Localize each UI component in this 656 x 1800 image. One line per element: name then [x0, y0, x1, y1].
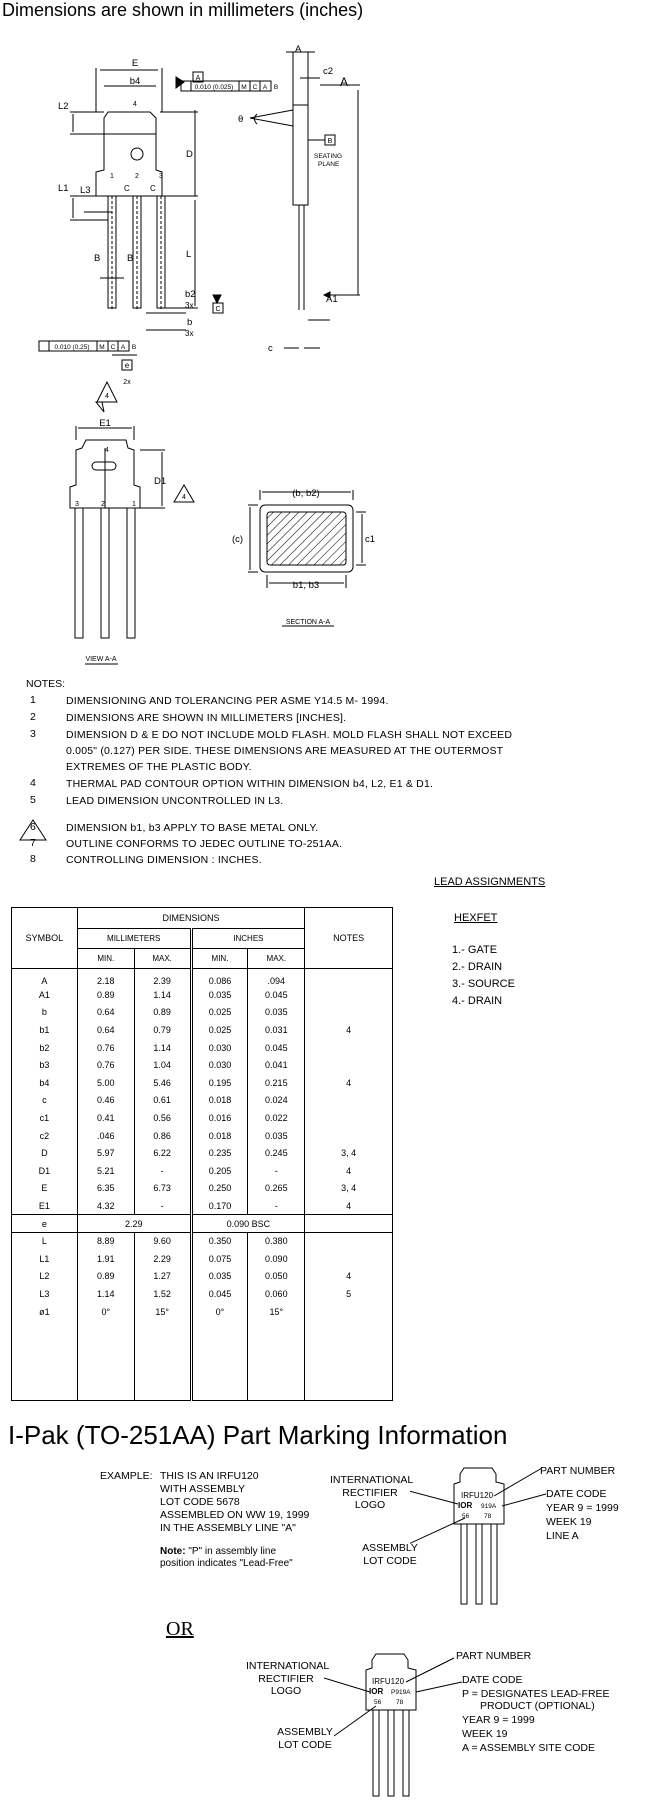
note-number: 6: [30, 821, 37, 833]
front-view: [39, 68, 271, 370]
page-header: Dimensions are shown in millimeters (inches): [2, 0, 364, 20]
table-filler-cell: [77, 1320, 134, 1400]
table-cell: 4: [305, 1197, 393, 1215]
ir2-line-2: RECTIFIER: [258, 1672, 314, 1685]
note-number: 7: [30, 837, 37, 849]
table-cell: 1.14: [134, 1039, 191, 1057]
table-cell: A1: [12, 986, 78, 1004]
table-filler-cell: [12, 1320, 78, 1400]
lead-assignments-title: LEAD ASSIGNMENTS: [434, 876, 546, 888]
table-cell: [305, 1004, 393, 1022]
table-filler-cell: [134, 1320, 191, 1400]
table-cell: 1.52: [134, 1285, 191, 1303]
table-cell: D: [12, 1144, 78, 1162]
view-pin-1: 1: [132, 501, 136, 508]
chip-1-part: IRFU120: [461, 1491, 494, 1500]
dim-L-label: L: [186, 249, 192, 260]
chip-1-lot2: 78: [484, 1513, 492, 1520]
table-cell: 6.22: [134, 1144, 191, 1162]
table-filler-cell: [305, 1320, 393, 1400]
table-cell: 0.035: [191, 986, 248, 1004]
table-cell: .046: [77, 1127, 134, 1145]
table-cell: 0.89: [77, 986, 134, 1004]
table-cell: -: [134, 1197, 191, 1215]
table-row: [12, 1215, 393, 1233]
ir-line-3: LOGO: [354, 1499, 386, 1511]
section-B-left: B: [94, 253, 101, 264]
section-C-left: C: [124, 184, 130, 193]
dim-A-label: A: [295, 44, 302, 55]
table-cell: [305, 1056, 393, 1074]
date-line-2-1: P = DESIGNATES LEAD-FREE: [462, 1688, 610, 1700]
section-C-right: C: [150, 184, 156, 193]
table-cell: 0.250: [191, 1180, 248, 1198]
table-cell: 0.045: [248, 986, 305, 1004]
table-cell: 2.18: [77, 969, 134, 987]
table-row: [12, 1039, 393, 1057]
date-code-label-2: DATE CODE: [462, 1674, 523, 1686]
note-rest: "P" in assembly line: [185, 1546, 277, 1557]
table-filler-cell: [191, 1320, 248, 1400]
note-text: EXTREMES OF THE PLASTIC BODY.: [66, 761, 252, 773]
table-cell: 0.035: [248, 1004, 305, 1022]
section-B-right: B: [127, 253, 134, 264]
table-cell: 0.060: [248, 1285, 305, 1303]
tol-top-modifier: M: [241, 84, 247, 91]
note-number: 4: [30, 777, 37, 789]
table-cell: 0.025: [191, 1004, 248, 1022]
table-row: [12, 1250, 393, 1268]
table-cell: 0.350: [191, 1232, 248, 1250]
in-max-header: MAX.: [248, 949, 305, 969]
chip-1-logo: IOR: [458, 1501, 473, 1510]
table-cell: -: [134, 1162, 191, 1180]
table-cell: 1.27: [134, 1268, 191, 1286]
dim-e-label: e: [124, 361, 130, 370]
note-6-triangle: [18, 818, 48, 842]
plane-label: PLANE: [318, 161, 340, 168]
table-row: [12, 1303, 393, 1321]
dimensions-header: DIMENSIONS: [77, 908, 304, 929]
chip-2-date: P919A: [391, 1689, 411, 1696]
lead-item-3: 3.- SOURCE: [452, 978, 515, 990]
table-cell: 0.265: [248, 1180, 305, 1198]
mm-max-header: MAX.: [134, 949, 191, 969]
table-row: [12, 1197, 393, 1215]
dim-D1-label: D1: [154, 476, 167, 487]
table-cell: 5.97: [77, 1144, 134, 1162]
table-cell: [305, 1303, 393, 1321]
table-cell: 0.56: [134, 1109, 191, 1127]
table-cell: 4.32: [77, 1197, 134, 1215]
dim-A1-label: A1: [326, 294, 338, 305]
table-cell: 1.91: [77, 1250, 134, 1268]
table-cell: 0.64: [77, 1021, 134, 1039]
table-cell: 0.89: [77, 1268, 134, 1286]
table-cell: b3: [12, 1056, 78, 1074]
pin-2-label: 2: [135, 173, 139, 180]
dim-b-label: b: [187, 317, 193, 328]
table-cell: 0.76: [77, 1039, 134, 1057]
table-row: [12, 1004, 393, 1022]
or-separator: OR: [166, 1618, 194, 1640]
pin-1-label: 1: [110, 173, 114, 180]
section-arrow-A: A: [340, 75, 349, 89]
notes-title: NOTES:: [26, 678, 66, 690]
table-cell: 2.39: [134, 969, 191, 987]
section-a-a-label: SECTION A-A: [285, 619, 331, 626]
dim-b4-label: b4: [129, 76, 141, 87]
table-cell: 6.73: [134, 1180, 191, 1198]
table-cell: 0.050: [248, 1268, 305, 1286]
table-cell: c: [12, 1092, 78, 1110]
date-line-1-1: YEAR 9 = 1999: [546, 1502, 619, 1514]
tol-top-b: B: [273, 84, 279, 91]
ir2-line-1: INTERNATIONAL: [246, 1660, 330, 1672]
note-bold: Note:: [160, 1546, 186, 1557]
table-cell: [305, 1127, 393, 1145]
table-cell: D1: [12, 1162, 78, 1180]
table-cell: 0.025: [191, 1021, 248, 1039]
date-line-1-2: WEEK 19: [546, 1516, 592, 1528]
example-line-2: WITH ASSEMBLY: [160, 1483, 245, 1495]
table-row: [12, 1268, 393, 1286]
chip-2-lot2: 78: [396, 1699, 404, 1706]
table-cell: b2: [12, 1039, 78, 1057]
table-row: [12, 969, 393, 987]
table-row: [12, 1074, 393, 1092]
table-row: [12, 1232, 393, 1250]
hexfet-title: HEXFET: [454, 912, 498, 924]
dimensions-table: [11, 907, 393, 1401]
table-cell: 5.46: [134, 1074, 191, 1092]
table-cell: c2: [12, 1127, 78, 1145]
table-row: [12, 1162, 393, 1180]
dim-L1-label: L1: [58, 183, 69, 194]
table-cell: [305, 1092, 393, 1110]
date-line-2-3: YEAR 9 = 1999: [462, 1714, 535, 1726]
tol-bottom-c: C: [110, 344, 116, 351]
table-cell: 1.14: [77, 1285, 134, 1303]
ir-logo-label-1: [330, 1474, 414, 1512]
table-cell: L1: [12, 1250, 78, 1268]
note-text: DIMENSION D & E DO NOT INCLUDE MOLD FLASH. MOLD FLASH SHALL NOT EXCEED: [66, 729, 513, 741]
chip-1-date: 919A: [481, 1503, 497, 1510]
lead-item-4: 4.- DRAIN: [452, 995, 503, 1007]
chip-1-drawing: [410, 1462, 550, 1612]
table-cell: e: [12, 1215, 78, 1233]
table-cell: b: [12, 1004, 78, 1022]
dim-e-2x: 2x: [123, 379, 131, 386]
view-pin-2: 2: [101, 501, 105, 508]
table-cell: E1: [12, 1197, 78, 1215]
table-cell: [305, 986, 393, 1004]
d1-note-4: 4: [182, 494, 186, 501]
note-text: LEAD DIMENSION UNCONTROLLED IN L3.: [66, 795, 284, 807]
table-cell: b1: [12, 1021, 78, 1039]
table-cell: 0.205: [191, 1162, 248, 1180]
assembly2-line-2: LOT CODE: [278, 1738, 332, 1751]
table-cell: 0.46: [77, 1092, 134, 1110]
table-cell: 0.76: [77, 1056, 134, 1074]
table-cell: 5: [305, 1285, 393, 1303]
dim-c2-label: c2: [323, 66, 334, 77]
tol-top-value: 0.010 (0.025): [194, 84, 234, 91]
table-cell: 0.018: [191, 1092, 248, 1110]
table-cell: -: [248, 1197, 305, 1215]
table-cell: 8.89: [77, 1232, 134, 1250]
table-row: [12, 1021, 393, 1039]
tol-bottom-modifier: M: [99, 344, 105, 351]
table-row: [12, 1109, 393, 1127]
table-cell: 3, 4: [305, 1144, 393, 1162]
ir-line-1: INTERNATIONAL: [330, 1474, 414, 1486]
notes-header: NOTES: [305, 908, 393, 969]
table-cell: b4: [12, 1074, 78, 1092]
table-cell: [305, 969, 393, 987]
note-number: 8: [30, 853, 37, 865]
table-cell: 15°: [248, 1303, 305, 1321]
view-note-4: 4: [105, 393, 109, 400]
part-number-label-1: PART NUMBER: [540, 1465, 616, 1477]
example-line-1: THIS IS AN IRFU120: [160, 1470, 259, 1482]
table-cell: 15°: [134, 1303, 191, 1321]
table-cell: [305, 1109, 393, 1127]
table-row: [12, 1144, 393, 1162]
dim-c-label: c: [268, 343, 273, 354]
table-cell: 0.195: [191, 1074, 248, 1092]
dim-c-paren-label: (c): [232, 534, 244, 545]
table-cell: 3, 4: [305, 1180, 393, 1198]
table-row: [12, 1180, 393, 1198]
table-cell: 6.35: [77, 1180, 134, 1198]
note-number: 5: [30, 794, 37, 806]
view-a-a-label: VIEW A-A: [85, 656, 117, 663]
table-cell: 1.04: [134, 1056, 191, 1074]
table-cell: 9.60: [134, 1232, 191, 1250]
table-row: [12, 986, 393, 1004]
dim-b-b2-label: (b, b2): [292, 488, 320, 499]
example-line-3: LOT CODE 5678: [160, 1496, 240, 1508]
table-cell: 0.024: [248, 1092, 305, 1110]
table-cell: 0.61: [134, 1092, 191, 1110]
table-cell: 0.64: [77, 1004, 134, 1022]
angle-theta: θ: [238, 114, 244, 125]
example-label: EXAMPLE:: [100, 1470, 153, 1482]
table-cell: 0.030: [191, 1056, 248, 1074]
table-cell: ø1: [12, 1303, 78, 1321]
ir-logo-label-2: [246, 1660, 330, 1698]
table-cell: 0.380: [248, 1232, 305, 1250]
note-text: DIMENSION b1, b3 APPLY TO BASE METAL ONLY.: [66, 822, 319, 834]
table-cell: 0.075: [191, 1250, 248, 1268]
table-cell: 0.79: [134, 1021, 191, 1039]
view-pin-3: 3: [75, 501, 79, 508]
datum-A-box: A: [195, 75, 201, 82]
in-min-header: MIN.: [191, 949, 248, 969]
table-cell: 0.235: [191, 1144, 248, 1162]
note-text: DIMENSIONS ARE SHOWN IN MILLIMETERS [INCHES].: [66, 712, 347, 724]
note-text: THERMAL PAD CONTOUR OPTION WITHIN DIMENSION b4, L2, E1 & D1.: [66, 778, 434, 790]
table-cell: 0.89: [134, 1004, 191, 1022]
table-cell: 0.031: [248, 1021, 305, 1039]
table-cell: 0°: [191, 1303, 248, 1321]
chip-2-drawing: [324, 1648, 464, 1800]
table-filler-cell: [248, 1320, 305, 1400]
table-cell: 0.035: [248, 1127, 305, 1145]
chip-2-logo: IOR: [369, 1687, 384, 1696]
table-cell: 0.090: [248, 1250, 305, 1268]
table-cell: 4: [305, 1074, 393, 1092]
date-code-label-1: DATE CODE: [546, 1488, 607, 1500]
table-cell: 2.29: [134, 1250, 191, 1268]
lead-item-2: 2.- DRAIN: [452, 961, 503, 973]
table-cell: 0°: [77, 1303, 134, 1321]
view-a-a: [70, 382, 194, 638]
note-text: DIMENSIONING AND TOLERANCING PER ASME Y14.5 M- 1994.: [66, 695, 389, 707]
table-cell: c1: [12, 1109, 78, 1127]
part-marking-title: I-Pak (TO-251AA) Part Marking Information: [8, 1420, 508, 1450]
assembly2-line-1: ASSEMBLY: [277, 1726, 333, 1738]
date-line-2-4: WEEK 19: [462, 1728, 508, 1740]
table-cell: 0.86: [134, 1127, 191, 1145]
table-cell: 5.00: [77, 1074, 134, 1092]
table-cell: L3: [12, 1285, 78, 1303]
table-cell: .094: [248, 969, 305, 987]
table-cell: 0.086: [191, 969, 248, 987]
note-text: 0.005" (0.127) PER SIDE. THESE DIMENSIONS ARE MEASURED AT THE OUTERMOST: [66, 745, 504, 757]
side-view: [250, 52, 360, 348]
tol-bottom-a: A: [120, 344, 126, 351]
date-line-1-3: LINE A: [546, 1530, 579, 1542]
dim-b1-b3-label: b1, b3: [292, 580, 320, 591]
table-cell: 0.170: [191, 1197, 248, 1215]
assembly-line-2: LOT CODE: [363, 1554, 417, 1567]
assembly-line-1: ASSEMBLY: [362, 1542, 418, 1554]
table-cell: L2: [12, 1268, 78, 1286]
tol-top-c: C: [252, 84, 258, 91]
dim-D-label: D: [186, 149, 193, 160]
dim-b-3x: 3x: [185, 329, 194, 338]
dim-E-label: E: [131, 58, 139, 69]
table-cell: A: [12, 969, 78, 987]
table-cell: 1.14: [134, 986, 191, 1004]
tol-top-a: A: [262, 84, 268, 91]
chip-1-lot1: 56: [462, 1513, 470, 1520]
table-cell: 0.018: [191, 1127, 248, 1145]
note-number: 3: [30, 728, 37, 740]
package-outline-drawing: [0, 30, 656, 670]
table-cell: 0.215: [248, 1074, 305, 1092]
dim-L2-label: L2: [58, 101, 69, 112]
lead-free-note-line2: position indicates "Lead-Free": [160, 1558, 293, 1569]
table-cell: [305, 1250, 393, 1268]
section-a-a: [248, 490, 366, 626]
table-cell: 0.030: [191, 1039, 248, 1057]
table-row: [12, 1092, 393, 1110]
table-row: [12, 1285, 393, 1303]
dim-L3-label: L3: [80, 185, 91, 196]
dim-b2-label: b2: [185, 289, 196, 300]
lead-item-1: 1.- GATE: [452, 944, 498, 956]
pin-4-label: 4: [133, 101, 137, 108]
table-filler-row: [12, 1320, 393, 1400]
table-cell: [305, 1232, 393, 1250]
table-cell: -: [248, 1162, 305, 1180]
table-cell: 0.016: [191, 1109, 248, 1127]
pin-3-label: 3: [159, 173, 163, 180]
table-cell: E: [12, 1180, 78, 1198]
table-cell: [305, 1215, 393, 1233]
table-row: [12, 1056, 393, 1074]
table-cell: [305, 1039, 393, 1057]
millimeters-header: MILLIMETERS: [77, 929, 191, 949]
datum-C-box: C: [215, 306, 221, 313]
example-line-4: ASSEMBLED ON WW 19, 1999: [160, 1509, 310, 1521]
chip-2-lot1: 56: [374, 1699, 382, 1706]
table-cell: 5.21: [77, 1162, 134, 1180]
table-cell: 4: [305, 1021, 393, 1039]
table-cell: 0.041: [248, 1056, 305, 1074]
table-cell: 0.035: [191, 1268, 248, 1286]
table-row: [12, 1127, 393, 1145]
date-line-2-2: PRODUCT (OPTIONAL): [480, 1700, 595, 1712]
inches-header: INCHES: [191, 929, 305, 949]
table-cell: 0.090 BSC: [191, 1215, 305, 1233]
table-cell: 4: [305, 1162, 393, 1180]
table-cell: 2.29: [77, 1215, 191, 1233]
table-cell: 4: [305, 1268, 393, 1286]
lead-free-note: [160, 1546, 276, 1559]
note-text: OUTLINE CONFORMS TO JEDEC OUTLINE TO-251AA.: [66, 838, 343, 850]
note-text: CONTROLLING DIMENSION : INCHES.: [66, 854, 262, 866]
dim-c1-label: c1: [365, 534, 376, 545]
mm-min-header: MIN.: [77, 949, 134, 969]
chip-2-part: IRFU120: [372, 1677, 405, 1686]
view-pin-4: 4: [105, 447, 109, 454]
seating-label: SEATING: [314, 153, 343, 160]
part-number-label-2: PART NUMBER: [456, 1650, 532, 1662]
table-cell: 0.022: [248, 1109, 305, 1127]
table-cell: 0.41: [77, 1109, 134, 1127]
table-cell: 0.245: [248, 1144, 305, 1162]
symbol-header: SYMBOL: [12, 908, 78, 969]
note-number: 1: [30, 694, 37, 706]
dim-b2-3x: 3x: [185, 301, 194, 310]
table-cell: 0.045: [248, 1039, 305, 1057]
note-number: 2: [30, 711, 37, 723]
ir2-line-3: LOGO: [270, 1685, 302, 1697]
tol-bottom-value: 0.010 (0.25): [54, 344, 90, 351]
tol-bottom-b: B: [131, 344, 137, 351]
table-cell: 0.045: [191, 1285, 248, 1303]
ir-line-2: RECTIFIER: [342, 1486, 398, 1499]
example-line-5: IN THE ASSEMBLY LINE "A": [160, 1522, 296, 1534]
dim-E1-label: E1: [99, 418, 111, 429]
datum-B-box: B: [327, 138, 333, 145]
table-cell: L: [12, 1232, 78, 1250]
date-line-2-5: A = ASSEMBLY SITE CODE: [462, 1742, 595, 1754]
